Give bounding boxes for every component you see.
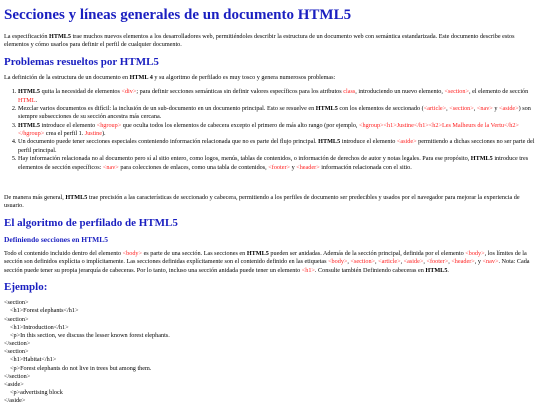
para-text: ,: [347, 258, 351, 266]
para-text: es parte de una sección. Las secciones en: [142, 249, 247, 257]
item-text: quita la necesidad de elementos: [40, 88, 122, 96]
code-tag: <hgroup>: [96, 121, 122, 129]
item-text: y: [290, 163, 297, 171]
item-text: información relacionada con el sitio.: [319, 163, 412, 171]
code-line: </section>: [4, 372, 31, 380]
code-line: </section>: [4, 340, 31, 348]
code-tag: <footer>: [268, 163, 291, 171]
page-title: Secciones y líneas generales de un documento HTML5: [4, 7, 352, 23]
item-text: introduce tres elementos de sección específicos:: [18, 155, 529, 171]
code-line: <h1>Introduction</h1>: [10, 323, 69, 331]
code-tag: <nav>: [476, 104, 493, 112]
list-item: [18, 155, 536, 172]
conclusion-bold-html5: HTML5: [65, 193, 88, 201]
lead-text-1: La definición de la estructura de un documento en: [4, 73, 130, 81]
problems-list: [4, 88, 536, 172]
item-text: introduce el elemento: [40, 121, 97, 129]
code-tag: <body>: [465, 249, 485, 257]
code-line: <p>Forest elephants do not live in trees but among them.: [10, 364, 152, 372]
para-text: , y: [474, 258, 483, 266]
item-text: crea el perfil 1.: [44, 130, 85, 138]
item-text: , el elemento de sección: [468, 88, 529, 96]
code-tag: <header>: [451, 258, 475, 266]
item-bold: HTML5: [470, 155, 493, 163]
code-line: <h1>Forest elephants</h1>: [10, 307, 79, 315]
code-tag: <div>: [121, 88, 137, 96]
para-text: pueden ser anidadas. Además de la sección principal, definida por el elemento: [268, 249, 466, 257]
code-tag: <article>: [378, 258, 401, 266]
list-item: [18, 138, 536, 155]
item-bold: HTML5: [315, 104, 338, 112]
para-text: . Consulte también Definiendo cabeceras en: [314, 266, 426, 274]
problems-heading: Problemas resueltos por HTML5: [4, 55, 159, 68]
item-text: ) son siempre subsecciones de su sección ancestra más cercana.: [18, 104, 531, 121]
code-tag: <section>: [444, 88, 469, 96]
code-tag: <body>: [328, 258, 348, 266]
code-tag: <header>: [296, 163, 320, 171]
para-text: ,: [423, 258, 427, 266]
para-text: ,: [375, 258, 379, 266]
item-text: ,: [473, 104, 477, 112]
item-text: .: [35, 96, 38, 104]
code-tag: <article>: [423, 104, 447, 112]
code-tag: <nav>: [482, 258, 499, 266]
item-text: y: [492, 104, 499, 112]
example-code-block: [4, 299, 536, 405]
algorithm-subheading: Definiendo secciones en HTML5: [4, 234, 108, 244]
item-text: con los elementos de seccionado (: [337, 104, 424, 112]
item-text: Hay información relacionada no al documento pero sí al sitio entero, como logos, menús, tablas de contenidos, o información de derechos de autor y notas legales. Para ese propósito,: [18, 155, 471, 163]
para-text: Todo el contenido incluido dentro del elemento: [4, 249, 123, 257]
code-line: <section>: [4, 299, 29, 307]
item-text: ; para definir secciones semánticas sin definir valores específicos para los atributos: [136, 88, 344, 96]
para-text: ,: [400, 258, 404, 266]
list-item: [18, 105, 536, 122]
item-text: permitiendo a dichas secciones no ser parte del perfil principal.: [18, 138, 535, 154]
conclusion-paragraph: [4, 194, 536, 211]
item-text: Un documento puede tener secciones especiales conteniendo información relacionada que no es parte del flujo principal.: [18, 138, 319, 146]
algorithm-paragraph: [4, 250, 536, 275]
para-bold: HTML5: [425, 266, 448, 274]
code-line: <p>advertising block: [10, 389, 63, 397]
item-text: introduce el elemento: [340, 138, 397, 146]
code-line: <aside>: [4, 381, 24, 389]
item-text: ,: [446, 104, 450, 112]
list-item: [18, 122, 536, 139]
conclusion-text-2: trae precisión a las características de seccionado y cabecera, permitiendo a los perfiles de documento ser predecibles y usados por el navegador para mejorar la experiencia de usuario.: [4, 193, 520, 210]
item-bold: HTML5: [18, 88, 41, 96]
item-text: Mezclar varios documentos es difícil: la inclusión de un sub-documento en un documento principal. Esto se resuelve en: [18, 104, 316, 112]
code-tag: class: [343, 88, 356, 96]
para-bold: HTML5: [246, 249, 269, 257]
code-tag: <aside>: [396, 138, 417, 146]
code-line: </aside>: [4, 397, 26, 405]
vertical-gap: [4, 180, 536, 194]
code-line: <section>: [4, 348, 29, 356]
lead-text-2: y su algoritmo de perfilado es muy tosco y genera numerosos problemas:: [152, 73, 336, 81]
code-line: <section>: [4, 315, 29, 323]
code-line: <h1>Habitat</h1>: [10, 356, 57, 364]
para-text: . Nota: Cada sección puede tener su propia jerarquía de cabeceras. Por lo tanto, incluso una sección anidada puede tener un elemento: [4, 258, 530, 274]
intro-bold-html5: HTML5: [49, 33, 72, 40]
example-heading: Ejemplo:: [4, 280, 48, 293]
para-text: ,: [448, 258, 452, 266]
para-text: , los límites de la sección son definidos explícita o implícitamente. Las secciones definidas explícitamente son el contenido definido en las etiquetas: [4, 249, 527, 266]
para-text: .: [447, 266, 449, 274]
code-line: <p>In this section, we discuss the lesser known forest elephants.: [10, 331, 170, 339]
code-tag: <h1>: [301, 266, 315, 274]
item-text: que oculta todos los elementos de cabecera excepto el primero de más alto rango (por ejemplo,: [121, 121, 360, 129]
code-tag: <footer>: [426, 258, 449, 266]
conclusion-text-1: De manera más general,: [4, 193, 66, 201]
code-tag: <section>: [449, 104, 474, 112]
code-tag: <hgroup><h1>Justine</h1><h2>Les Malheurs de la Vertu</h2></hgroup>: [18, 121, 519, 138]
algorithm-heading: El algoritmo de perfilado de HTML5: [4, 216, 178, 229]
code-tag: <body>: [122, 249, 143, 257]
code-tag: <section>: [350, 258, 376, 266]
item-text: para colecciones de enlaces, como una tabla de contenidos,: [118, 163, 269, 171]
intro-text-1: La especificación: [4, 33, 50, 40]
item-bold: HTML5: [18, 121, 41, 129]
code-tag: <aside>: [403, 258, 424, 266]
problems-lead: [4, 74, 536, 82]
code-tag: HTML: [18, 96, 36, 104]
list-item: [18, 88, 536, 105]
item-text: ).: [101, 130, 106, 138]
item-text: , introduciendo un nuevo elemento,: [355, 88, 445, 96]
intro-text-2: trae muchos nuevos elementos a los desarrolladores web, permitiéndoles describir la estructura de un documento web con semántica estandarizada. Este documento describe estos elementos y cómo usarlos para definir el perfil de cualquier documento.: [4, 33, 515, 49]
code-tag: <nav>: [102, 163, 119, 171]
lead-bold-html4: HTML 4: [129, 73, 153, 81]
item-bold: HTML5: [318, 138, 341, 146]
code-tag: Justine: [84, 130, 102, 138]
intro-paragraph: [4, 33, 536, 50]
code-tag: <aside>: [498, 104, 519, 112]
